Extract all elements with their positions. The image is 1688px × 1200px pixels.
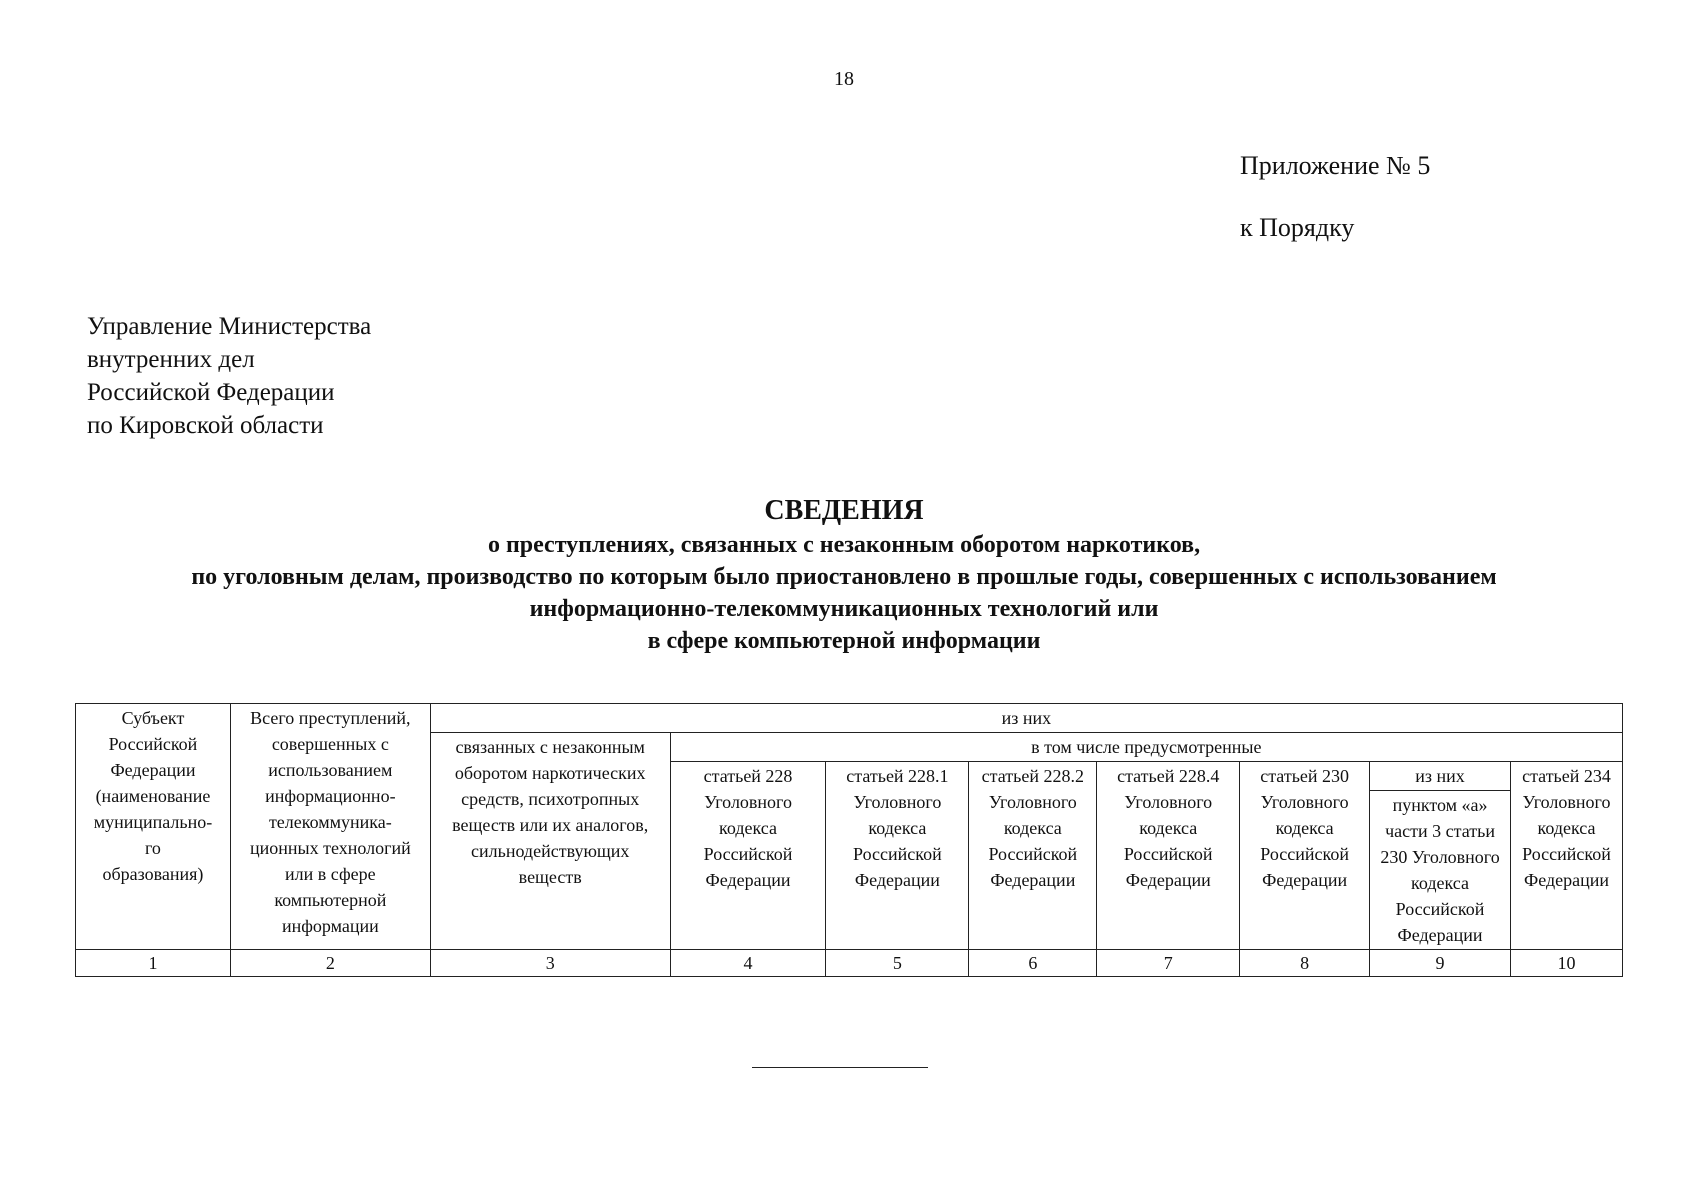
column-number: 5 (826, 950, 969, 977)
title-heading: СВЕДЕНИЯ (764, 495, 924, 526)
header-article-228-2: статьей 228.2 Уголовного кодекса Российской Федерации (969, 762, 1097, 950)
addressee-block (87, 310, 371, 442)
header-of-them: из них (430, 704, 1622, 733)
header-drug-related: связанных с незаконным оборотом наркотических средств, психотропных веществ или их аналогов, сильнодействующих веществ (430, 733, 670, 950)
header-article-230: статьей 230 Уголовного кодекса Российской Федерации (1240, 762, 1370, 950)
addressee-line: Управление Министерства (87, 313, 372, 340)
column-number: 3 (430, 950, 670, 977)
page-number: 18 (834, 68, 854, 90)
header-subject: Субъект Российской Федерации (наименование муниципально- го образования) (76, 704, 231, 950)
header-of-them-230: из них (1370, 762, 1511, 791)
title-line: по уголовным делам, производство по которым было приостановлено в прошлые годы, совершенных с использованием (191, 564, 1497, 590)
addressee-line: по Кировской области (87, 412, 324, 439)
header-total-crimes: Всего преступлений, совершенных с использованием информационно- телекоммуника- ционных технологий или в сфере компьютерной информации (230, 704, 430, 950)
column-number: 2 (230, 950, 430, 977)
end-divider-line (752, 1067, 928, 1068)
column-number: 9 (1370, 950, 1511, 977)
header-article-234: статьей 234 Уголовного кодекса Российской Федерации (1510, 762, 1622, 950)
title-line: о преступлениях, связанных с незаконным оборотом наркотиков, (487, 532, 1201, 558)
header-including-provided: в том числе предусмотренные (670, 733, 1622, 762)
column-number: 6 (969, 950, 1097, 977)
header-article-228-4: статьей 228.4 Уголовного кодекса Российской Федерации (1097, 762, 1240, 950)
column-number: 1 (76, 950, 231, 977)
column-number: 7 (1097, 950, 1240, 977)
title-line: информационно-телекоммуникационных технологий или (529, 596, 1159, 622)
document-title (0, 493, 1688, 657)
title-line: в сфере компьютерной информации (647, 628, 1041, 654)
addressee-line: Российской Федерации (87, 379, 335, 406)
addressee-line: внутренних дел (87, 346, 255, 373)
report-table (75, 703, 1623, 977)
appendix-to-order: к Порядку (1240, 213, 1355, 242)
appendix-reference (1240, 150, 1430, 274)
header-article-228-1: статьей 228.1 Уголовного кодекса Российской Федерации (826, 762, 969, 950)
header-article-230-3a: пунктом «а» части 3 статьи 230 Уголовного кодекса Российской Федерации (1370, 791, 1511, 950)
column-number: 4 (670, 950, 826, 977)
column-number: 10 (1510, 950, 1622, 977)
column-number: 8 (1240, 950, 1370, 977)
header-article-228: статьей 228 Уголовного кодекса Российской Федерации (670, 762, 826, 950)
appendix-number: Приложение № 5 (1240, 151, 1431, 180)
